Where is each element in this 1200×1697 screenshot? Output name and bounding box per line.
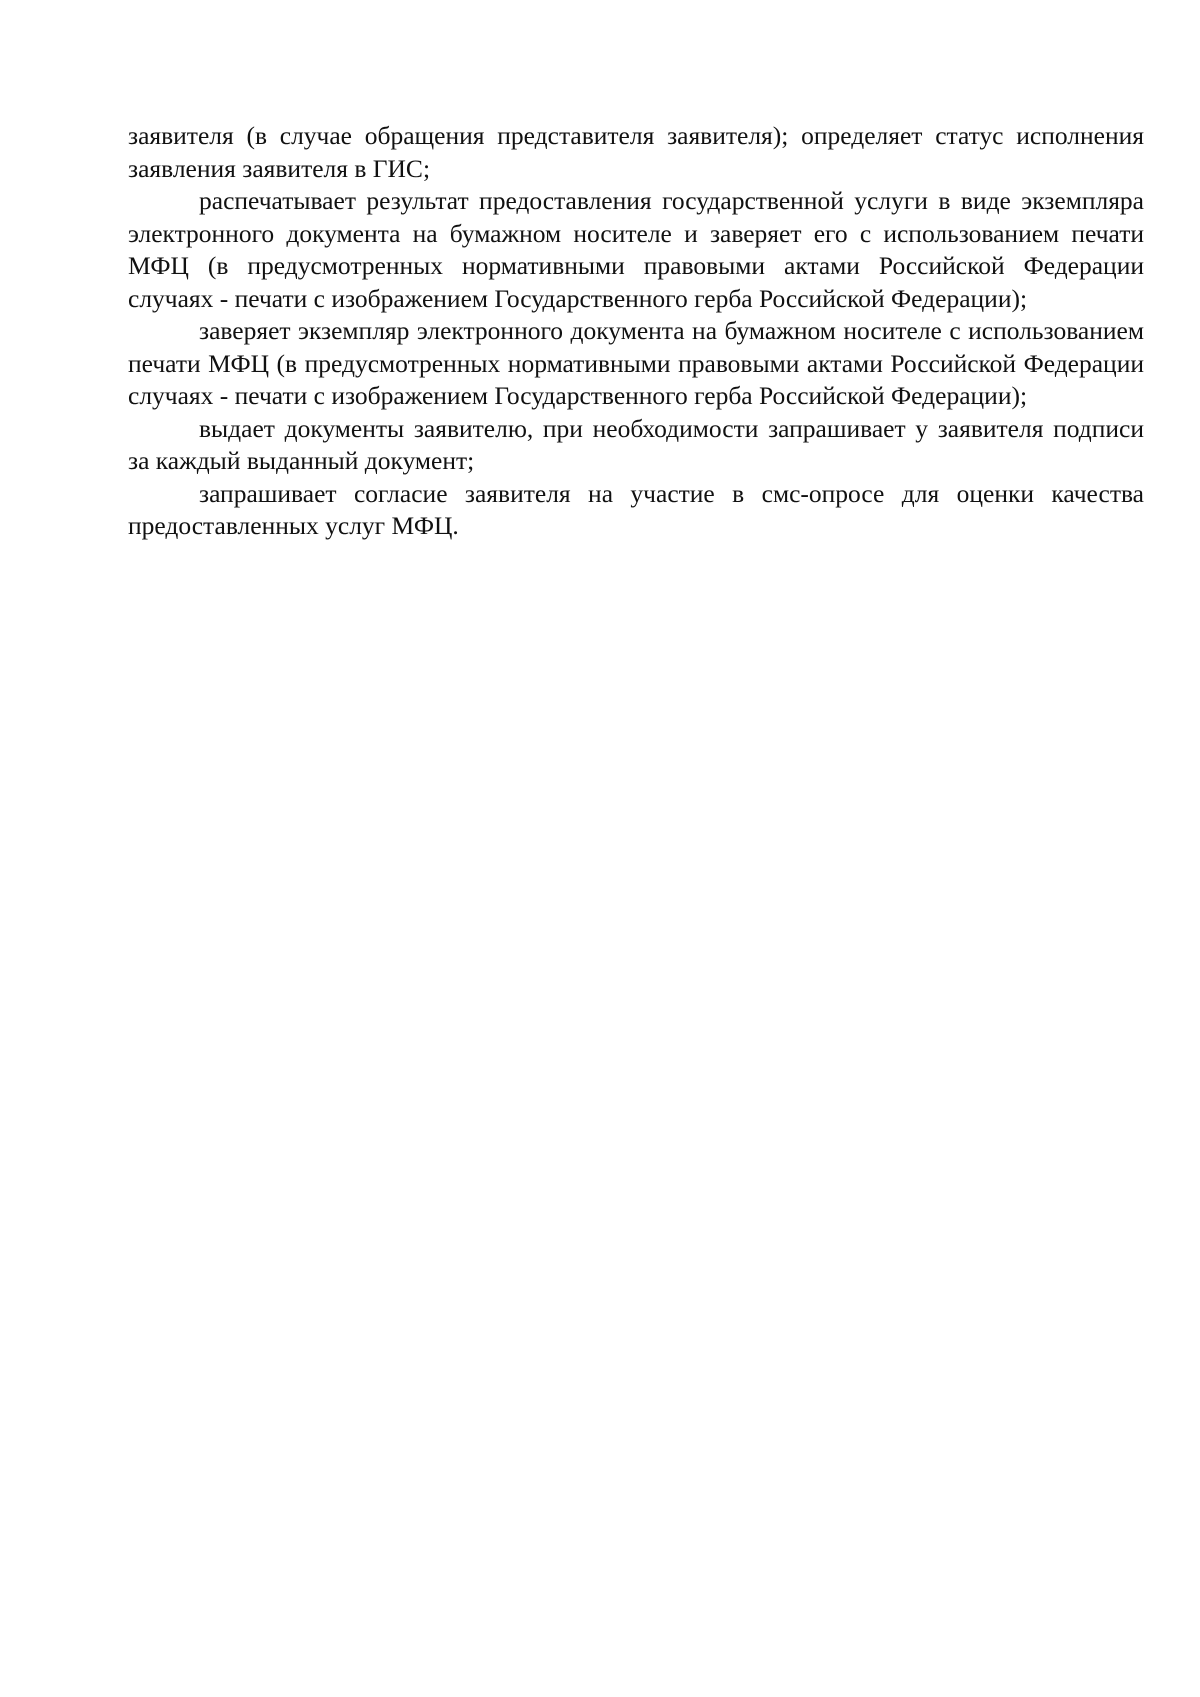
paragraph-5: запрашивает согласие заявителя на участие в смс-опросе для оценки качества предоставленных услуг МФЦ. (128, 478, 1144, 540)
paragraph-3: заверяет экземпляр электронного документа на бумажном носителе с использованием печати МФЦ (в предусмотренных нормативными правовыми актами Российской Федерации случаях - печати с изображением Государственного герба Российской Федерации); (128, 316, 1144, 410)
paragraph-1: заявителя (в случае обращения представителя заявителя); определяет статус исполнения заявления заявителя в ГИС; (128, 121, 1144, 183)
document-body (128, 120, 1144, 543)
paragraph-4: выдает документы заявителю, при необходимости запрашивает у заявителя подписи за каждый выданный документ; (128, 413, 1144, 475)
paragraph-2: распечатывает результат предоставления государственной услуги в виде экземпляра электронного документа на бумажном носителе и заверяет его с использованием печати МФЦ (в предусмотренных нормативными правовыми актами Российской Федерации случаях - печати с изображением Государственного герба Российской Федерации); (128, 186, 1144, 313)
